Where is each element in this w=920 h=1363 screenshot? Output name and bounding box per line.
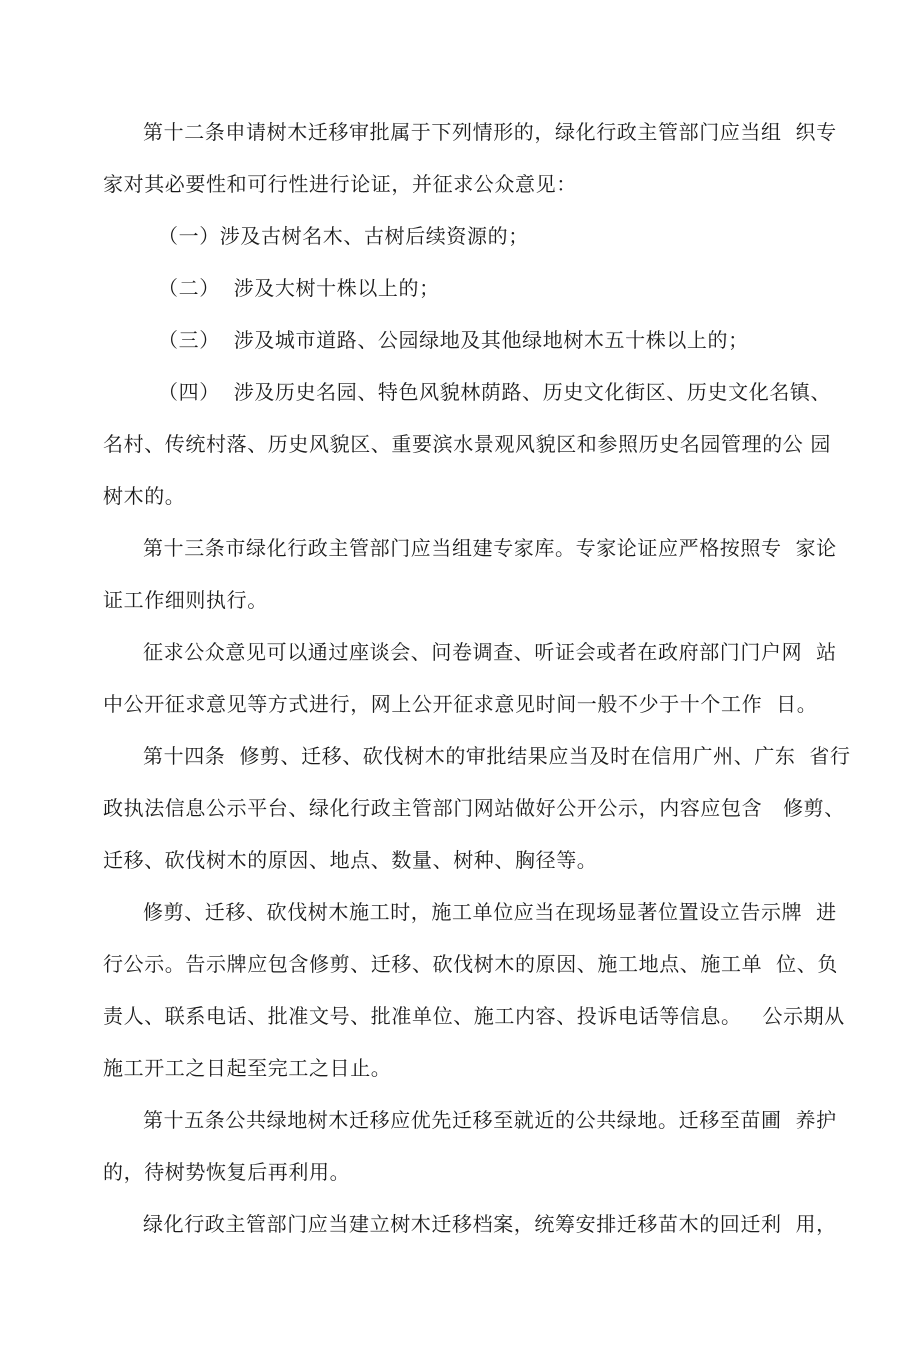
text-line: 第十二条申请树木迁移审批属于下列情形的，绿化行政主管部门应当组 织专 bbox=[143, 120, 837, 144]
text-line: （四） 涉及历史名园、特色风貌林荫路、历史文化街区、历史文化名镇、 bbox=[158, 380, 832, 404]
text-line: （三） 涉及城市道路、公园绿地及其他绿地树木五十株以上的； bbox=[158, 328, 749, 352]
text-line: 行公示。告示牌应包含修剪、迁移、砍伐树木的原因、施工地点、施工单 位、负 bbox=[103, 952, 838, 976]
text-line: 施工开工之日起至完工之日止。 bbox=[103, 1056, 392, 1080]
text-line: 第十五条公共绿地树木迁移应优先迁移至就近的公共绿地。迁移至苗圃 养护 bbox=[143, 1108, 837, 1132]
text-line: 的，待树势恢复后再利用。 bbox=[103, 1160, 351, 1184]
text-line: 责人、联系电话、批准文号、批准单位、施工内容、投诉电话等信息。 公示期从 bbox=[103, 1004, 845, 1028]
text-line: 证工作细则执行。 bbox=[103, 588, 268, 612]
text-line: 树木的。 bbox=[103, 484, 186, 508]
text-line: 第十四条 修剪、迁移、砍伐树木的审批结果应当及时在信用广州、广东 省行 bbox=[143, 744, 851, 768]
text-line: 征求公众意见可以通过座谈会、问卷调查、听证会或者在政府部门门户网 站 bbox=[143, 640, 837, 664]
text-line: 修剪、迁移、砍伐树木施工时，施工单位应当在现场显著位置设立告示牌 进 bbox=[143, 900, 837, 924]
text-line: 名村、传统村落、历史风貌区、重要滨水景观风貌区和参照历史名园管理的公 园 bbox=[103, 432, 831, 456]
text-line: 政执法信息公示平台、绿化行政主管部门网站做好公开公示，内容应包含 修剪、 bbox=[103, 796, 845, 820]
text-line: 第十三条市绿化行政主管部门应当组建专家库。专家论证应严格按照专 家论 bbox=[143, 536, 837, 560]
text-line: （二） 涉及大树十株以上的； bbox=[158, 276, 440, 300]
text-line: 绿化行政主管部门应当建立树木迁移档案，统筹安排迁移苗木的回迁利 用， bbox=[143, 1212, 837, 1236]
text-line: 迁移、砍伐树木的原因、地点、数量、树种、胸径等。 bbox=[103, 848, 598, 872]
text-line: 家对其必要性和可行性进行论证，并征求公众意见： bbox=[103, 172, 577, 196]
text-line: 中公开征求意见等方式进行，网上公开征求意见时间一般不少于十个工作 日。 bbox=[103, 692, 818, 716]
text-line: （一）涉及古树名木、古树后续资源的； bbox=[158, 224, 529, 248]
